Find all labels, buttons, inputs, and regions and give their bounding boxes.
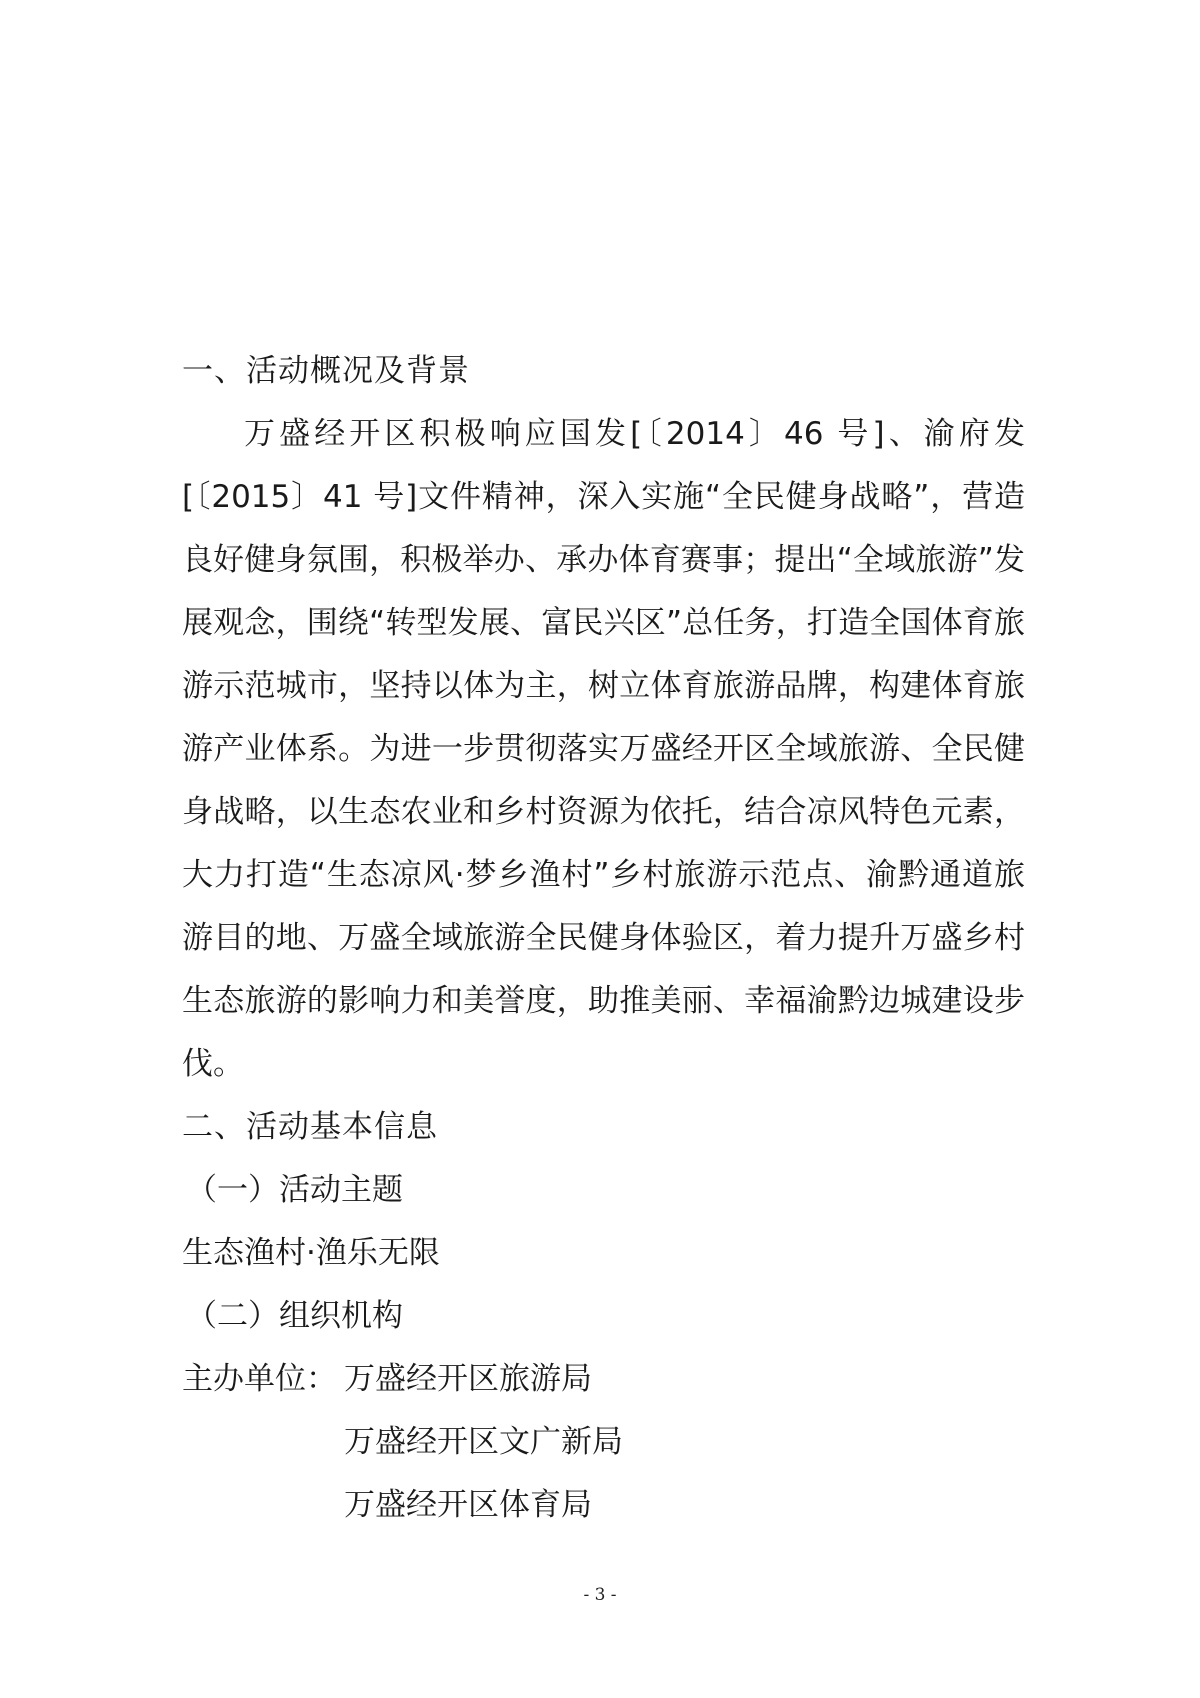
theme-value: 生态渔村·渔乐无限 bbox=[182, 1235, 440, 1271]
section-1-heading: 一、活动概况及背景 bbox=[182, 353, 470, 389]
host-unit-sports: 万盛经开区体育局 bbox=[344, 1487, 592, 1523]
host-unit-culture: 万盛经开区文广新局 bbox=[344, 1424, 623, 1460]
host-units bbox=[182, 1348, 1025, 1537]
section-1-paragraph: 万盛经开区积极响应国发[〔2014〕46 号]、渝府发[〔2015〕41 号]文件精神，深入实施“全民健身战略”，营造良好健身氛围，积极举办、承办体育赛事；提出“全域旅游”发展观念，围绕“转型发展、富民兴区”总任务，打造全国体育旅游示范城市，坚持以体为主，树立体育旅游品牌，构建体育旅游产业体系。为进一步贯彻落实万盛经开区全域旅游、全民健身战略，以生态农业和乡村资源为依托，结合凉风特色元素，大力打造“生态凉风·梦乡渔村”乡村旅游示范点、渝黔通道旅游目的地、万盛全域旅游全民健身体验区，着力提升万盛乡村生态旅游的影响力和美誉度，助推美丽、幸福渝黔边城建设步伐。 bbox=[182, 416, 1025, 1082]
organization-heading: （二）组织机构 bbox=[186, 1298, 403, 1334]
host-unit-tourism: 万盛经开区旅游局 bbox=[344, 1361, 592, 1397]
host-list bbox=[344, 1348, 623, 1537]
theme-heading: （一）活动主题 bbox=[186, 1172, 403, 1208]
host-label: 主办单位： bbox=[182, 1361, 337, 1397]
section-2-heading: 二、活动基本信息 bbox=[182, 1109, 438, 1145]
page-number: - 3 - bbox=[583, 1585, 617, 1605]
document-body bbox=[182, 340, 1025, 1537]
